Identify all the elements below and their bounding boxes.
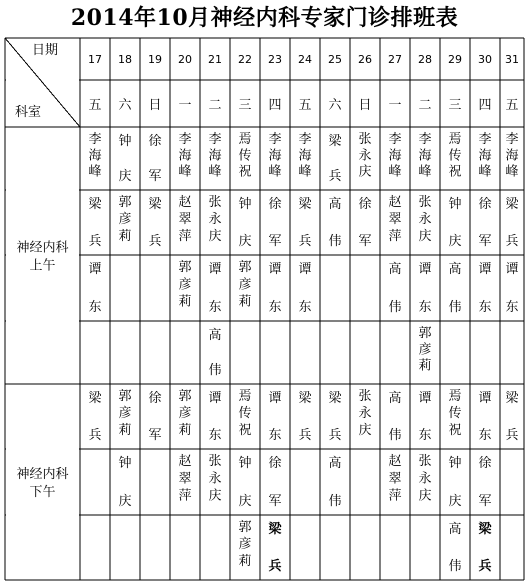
doctor-name-char: 庆: [238, 234, 252, 249]
weekday-cell: 六: [328, 98, 342, 113]
doctor-name-char: 兵: [505, 234, 519, 249]
doctor-name-char: 东: [268, 300, 282, 315]
doctor-name-char: 徐: [478, 456, 492, 471]
doctor-name-char: 永: [208, 471, 222, 487]
weekday-cell: 五: [88, 98, 102, 113]
doctor-name-char: 东: [268, 428, 282, 443]
doctor-name-char: 海: [88, 148, 102, 164]
doctor-name-char: 传: [448, 148, 462, 164]
doctor-name-char: 郭: [178, 389, 192, 404]
date-cell: 19: [148, 53, 162, 66]
doctor-name-char: 李: [505, 132, 519, 147]
doctor-name-char: 高: [328, 197, 342, 212]
doctor-name-char: 谭: [208, 262, 222, 277]
doctor-name-char: 梁: [505, 197, 519, 212]
doctor-name-char: 庆: [118, 494, 132, 509]
doctor-name-char: 谭: [478, 391, 492, 406]
doctor-name-char: 郭: [118, 389, 132, 404]
weekday-cell: 三: [448, 98, 462, 113]
doctor-name-char: 高: [448, 262, 462, 277]
doctor-name-char: 永: [418, 212, 432, 227]
weekday-cell: 二: [208, 98, 222, 113]
doctor-name-char: 庆: [448, 234, 462, 249]
doctor-name-char: 莉: [418, 358, 432, 374]
section-merge-mask: [6, 320, 79, 323]
doctor-name-char: 庆: [238, 494, 252, 509]
doctor-name-char: 谭: [478, 262, 492, 277]
doctor-name-char: 梁: [328, 134, 342, 149]
date-cell: 23: [268, 53, 282, 66]
date-cell: 31: [505, 53, 519, 66]
doctor-name-char: 张: [418, 195, 432, 210]
doctor-name-char: 东: [298, 300, 312, 315]
doctor-name-char: 徐: [358, 197, 372, 212]
doctor-name-char: 莉: [118, 423, 132, 438]
doctor-name-char: 萍: [388, 229, 402, 244]
doctor-name-char: 彦: [238, 277, 252, 293]
doctor-name-char: 谭: [88, 262, 102, 277]
doctor-name-char: 焉: [238, 389, 252, 404]
doctor-name-char: 庆: [358, 164, 372, 180]
section-merge-mask: [6, 189, 79, 192]
date-cell: 20: [178, 53, 192, 66]
doctor-name-char: 军: [358, 234, 372, 249]
doctor-name-char: 梁: [268, 522, 282, 537]
doctor-name-char: 萍: [178, 229, 192, 244]
doctor-name-char: 兵: [88, 234, 102, 249]
doctor-name-char: 峰: [388, 164, 402, 180]
doctor-name-char: 军: [478, 494, 492, 509]
doctor-name-char: 伟: [328, 494, 342, 509]
doctor-name-char: 郭: [118, 195, 132, 210]
date-cell: 30: [478, 53, 492, 66]
doctor-name-char: 张: [208, 454, 222, 469]
doctor-name-char: 兵: [88, 428, 102, 443]
doctor-name-char: 徐: [148, 134, 162, 149]
date-cell: 27: [388, 53, 402, 66]
doctor-name-char: 谭: [418, 262, 432, 277]
doctor-name-char: 海: [478, 148, 492, 164]
date-cell: 26: [358, 53, 372, 66]
doctor-name-char: 庆: [418, 488, 432, 504]
doctor-name-char: 钟: [448, 456, 462, 471]
corner-dept-label: 科室: [14, 105, 42, 120]
doctor-name-char: 梁: [88, 197, 102, 212]
weekday-cell: 日: [358, 98, 372, 113]
doctor-name-char: 谭: [505, 262, 519, 277]
doctor-name-char: 钟: [118, 134, 132, 149]
weekday-cell: 六: [118, 98, 132, 113]
doctor-name-char: 萍: [388, 488, 402, 504]
doctor-name-char: 伟: [208, 363, 222, 378]
doctor-name-char: 翠: [388, 471, 402, 487]
weekday-cell: 一: [388, 98, 402, 113]
doctor-name-char: 李: [388, 132, 402, 147]
doctor-name-char: 永: [418, 471, 432, 487]
doctor-name-char: 军: [268, 494, 282, 509]
doctor-name-char: 兵: [328, 428, 342, 443]
doctor-name-char: 峰: [298, 164, 312, 180]
doctor-name-char: 传: [238, 148, 252, 164]
doctor-name-char: 峰: [268, 164, 282, 180]
doctor-name-char: 峰: [505, 164, 519, 180]
doctor-name-char: 东: [208, 300, 222, 315]
doctor-name-char: 东: [505, 300, 519, 315]
doctor-name-char: 莉: [178, 423, 192, 438]
doctor-name-char: 庆: [418, 229, 432, 244]
doctor-name-char: 莉: [238, 294, 252, 310]
doctor-name-char: 高: [388, 262, 402, 277]
doctor-name-char: 兵: [298, 428, 312, 443]
section-label-line1: 神经内科: [16, 467, 69, 482]
doctor-name-char: 张: [358, 389, 372, 404]
doctor-name-char: 东: [208, 428, 222, 443]
doctor-name-char: 海: [268, 148, 282, 164]
doctor-name-char: 彦: [238, 537, 252, 552]
doctor-name-char: 峰: [208, 164, 222, 180]
doctor-name-char: 彦: [178, 406, 192, 421]
doctor-name-char: 钟: [118, 456, 132, 471]
doctor-name-char: 东: [418, 300, 432, 315]
doctor-name-char: 伟: [388, 300, 402, 315]
doctor-name-char: 赵: [388, 195, 402, 210]
doctor-name-char: 梁: [328, 391, 342, 406]
weekday-cell: 日: [148, 98, 162, 113]
doctor-name-char: 东: [418, 428, 432, 443]
date-cell: 29: [448, 53, 462, 66]
doctor-name-char: 萍: [178, 488, 192, 504]
doctor-name-char: 谭: [268, 391, 282, 406]
section-merge-mask: [6, 448, 79, 451]
doctor-name-char: 莉: [238, 554, 252, 569]
doctor-name-char: 峰: [88, 164, 102, 180]
doctor-name-char: 高: [388, 391, 402, 406]
doctor-name-char: 伟: [388, 428, 402, 443]
doctor-name-char: 徐: [268, 197, 282, 212]
doctor-name-char: 徐: [148, 391, 162, 406]
doctor-name-char: 莉: [118, 229, 132, 244]
date-cell: 25: [328, 53, 342, 66]
doctor-name-char: 梁: [478, 522, 492, 537]
doctor-name-char: 李: [478, 132, 492, 147]
doctor-name-char: 传: [448, 406, 462, 421]
date-cell: 24: [298, 53, 312, 66]
doctor-name-char: 李: [208, 132, 222, 147]
doctor-name-char: 钟: [448, 197, 462, 212]
doctor-name-char: 海: [388, 148, 402, 164]
weekday-cell: 五: [505, 98, 519, 113]
doctor-name-char: 张: [358, 132, 372, 147]
weekday-cell: 三: [238, 98, 252, 113]
doctor-name-char: 伟: [448, 559, 462, 574]
date-cell: 22: [238, 53, 252, 66]
doctor-name-char: 郭: [238, 520, 252, 535]
doctor-name-char: 彦: [178, 277, 192, 293]
weekday-cell: 五: [298, 98, 312, 113]
section-label-line1: 神经内科: [16, 240, 69, 256]
doctor-name-char: 彦: [418, 342, 432, 358]
doctor-name-char: 高: [208, 328, 222, 343]
doctor-name-char: 峰: [478, 164, 492, 180]
doctor-name-char: 海: [418, 148, 432, 164]
section-label-line2: 上午: [29, 258, 56, 274]
doctor-name-char: 赵: [178, 454, 192, 469]
doctor-name-char: 东: [88, 300, 102, 315]
doctor-name-char: 赵: [178, 195, 192, 210]
doctor-name-char: 李: [88, 132, 102, 147]
doctor-name-char: 东: [478, 300, 492, 315]
doctor-name-char: 祝: [238, 423, 252, 438]
doctor-name-char: 焉: [448, 389, 462, 404]
doctor-name-char: 徐: [268, 456, 282, 471]
doctor-name-char: 李: [268, 132, 282, 147]
doctor-name-char: 兵: [505, 428, 519, 443]
doctor-name-char: 赵: [388, 454, 402, 469]
corner-merge-mask: [6, 79, 79, 82]
doctor-name-char: 永: [358, 148, 372, 164]
date-cell: 28: [418, 53, 432, 66]
doctor-name-char: 庆: [208, 488, 222, 504]
doctor-name-char: 张: [418, 454, 432, 469]
doctor-name-char: 东: [478, 428, 492, 443]
date-cell: 17: [88, 53, 102, 66]
doctor-name-char: 焉: [448, 132, 462, 147]
doctor-name-char: 谭: [208, 391, 222, 406]
doctor-name-char: 兵: [298, 234, 312, 249]
doctor-name-char: 高: [328, 456, 342, 471]
doctor-name-char: 军: [148, 428, 162, 443]
doctor-name-char: 军: [478, 234, 492, 249]
doctor-name-char: 翠: [388, 212, 402, 227]
doctor-name-char: 庆: [358, 423, 372, 438]
doctor-name-char: 庆: [448, 494, 462, 509]
doctor-name-char: 庆: [208, 229, 222, 244]
doctor-name-char: 庆: [118, 169, 132, 184]
doctor-name-char: 兵: [268, 559, 282, 574]
doctor-name-char: 钟: [238, 197, 252, 212]
doctor-name-char: 梁: [505, 391, 519, 406]
doctor-name-char: 伟: [448, 300, 462, 315]
doctor-name-char: 兵: [478, 559, 492, 574]
doctor-name-char: 兵: [328, 169, 342, 184]
weekday-cell: 四: [478, 98, 492, 113]
doctor-name-char: 彦: [118, 212, 132, 227]
page-title: 2014年10月神经内科专家门诊排班表: [70, 5, 459, 31]
section-label-line2: 下午: [29, 485, 56, 500]
doctor-name-char: 翠: [178, 212, 192, 227]
doctor-name-char: 海: [298, 148, 312, 164]
doctor-name-char: 海: [505, 148, 519, 164]
doctor-name-char: 谭: [268, 262, 282, 277]
corner-date-label: 日期: [31, 43, 59, 58]
doctor-name-char: 祝: [448, 164, 462, 180]
doctor-name-char: 军: [148, 169, 162, 184]
doctor-name-char: 永: [208, 212, 222, 227]
weekday-cell: 四: [268, 98, 282, 113]
doctor-name-char: 钟: [238, 456, 252, 471]
doctor-name-char: 海: [208, 148, 222, 164]
doctor-name-char: 谭: [298, 262, 312, 277]
doctor-name-char: 海: [178, 148, 192, 164]
doctor-name-char: 永: [358, 406, 372, 421]
doctor-name-char: 焉: [238, 132, 252, 147]
doctor-name-char: 梁: [298, 197, 312, 212]
doctor-name-char: 谭: [418, 391, 432, 406]
doctor-name-char: 李: [178, 132, 192, 147]
doctor-name-char: 张: [208, 195, 222, 210]
doctor-name-char: 军: [268, 234, 282, 249]
section-merge-mask: [6, 514, 79, 517]
doctor-name-char: 徐: [478, 197, 492, 212]
doctor-name-char: 祝: [238, 164, 252, 180]
doctor-name-char: 祝: [448, 423, 462, 438]
doctor-name-char: 高: [448, 522, 462, 537]
doctor-name-char: 峰: [178, 164, 192, 180]
doctor-name-char: 兵: [148, 234, 162, 249]
doctor-name-char: 莉: [178, 294, 192, 310]
doctor-name-char: 郭: [178, 260, 192, 275]
doctor-name-char: 峰: [418, 164, 432, 180]
doctor-name-char: 郭: [418, 326, 432, 341]
doctor-name-char: 梁: [298, 391, 312, 406]
doctor-name-char: 伟: [328, 234, 342, 249]
doctor-name-char: 郭: [238, 260, 252, 275]
doctor-name-char: 李: [298, 132, 312, 147]
weekday-cell: 一: [178, 98, 192, 113]
weekday-cell: 二: [418, 98, 432, 113]
doctor-name-char: 梁: [148, 197, 162, 212]
doctor-name-char: 彦: [118, 406, 132, 421]
doctor-name-char: 翠: [178, 471, 192, 487]
doctor-name-char: 梁: [88, 391, 102, 406]
date-cell: 18: [118, 53, 132, 66]
date-cell: 21: [208, 53, 222, 66]
doctor-name-char: 李: [418, 132, 432, 147]
doctor-name-char: 传: [238, 406, 252, 421]
